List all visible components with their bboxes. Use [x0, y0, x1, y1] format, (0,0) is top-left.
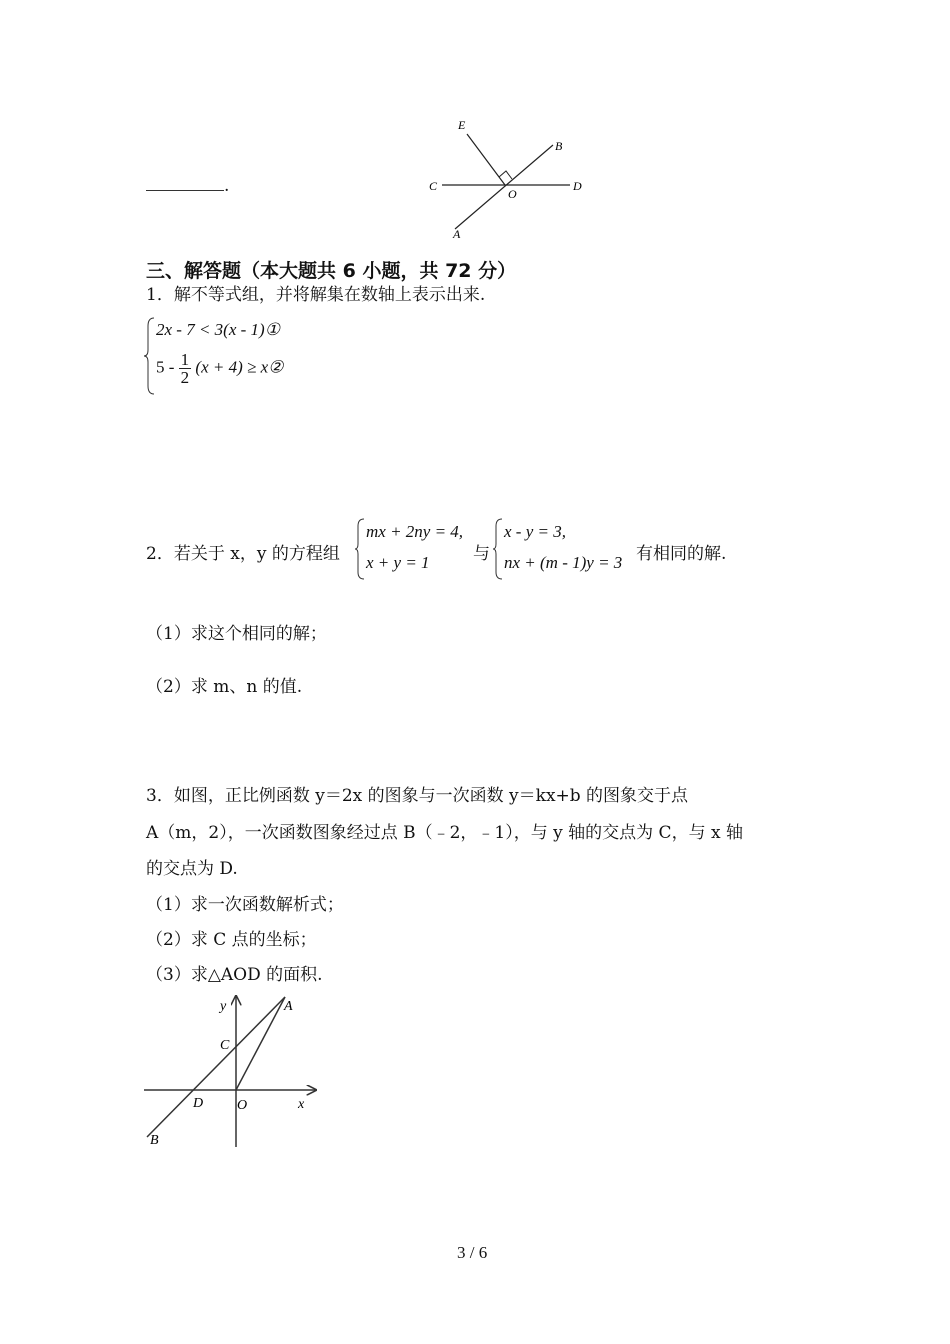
label-e: E	[458, 118, 466, 132]
label-point-c: C	[220, 1038, 230, 1053]
function-graph	[140, 992, 330, 1152]
q3-sub-1: （1）求一次函数解析式；	[146, 895, 344, 915]
q2-system1-line2: x + y = 1	[366, 553, 430, 572]
label-origin: O	[237, 1098, 248, 1113]
line-eo	[467, 134, 505, 185]
label-point-d: D	[193, 1096, 204, 1111]
q2-system1-line1: mx + 2ny = 4,	[366, 522, 464, 541]
q3-sub-3: （3）求△AOD 的面积.	[146, 965, 323, 985]
label-point-a: A	[284, 999, 293, 1014]
q3-line-1: 3．如图，正比例函数 y＝2x 的图象与一次函数 y＝kx+b 的图象交于点	[146, 786, 689, 806]
q3-line-2: A（m，2），一次函数图象经过点 B（﹣2，﹣1），与 y 轴的交点为 C，与 x 轴	[146, 823, 743, 843]
q3-sub-2: （2）求 C 点的坐标；	[146, 930, 317, 950]
q1-brace	[144, 316, 156, 396]
q2-stem-before: 2．若关于 x，y 的方程组	[146, 544, 340, 564]
q1-inequality-2: 5 - $\frac{1}{2}$ (x + 4) ≥ x②	[156, 350, 284, 387]
right-angle-mark	[499, 171, 512, 179]
label-b: B	[555, 139, 563, 153]
q3-line-3: 的交点为 D.	[146, 859, 238, 879]
q2-system2-line1: x - y = 3,	[504, 522, 566, 541]
label-y-axis: y	[220, 999, 227, 1014]
line-ab-graph	[147, 997, 285, 1137]
q1-stem: 1．解不等式组，并将解集在数轴上表示出来.	[146, 285, 486, 305]
label-d: D	[573, 179, 582, 193]
q2-brace-2	[493, 518, 503, 580]
page-number: 3 / 6	[457, 1243, 488, 1262]
line-ab	[455, 145, 553, 229]
q2-sub-1: （1）求这个相同的解；	[146, 624, 327, 644]
q2-sub-2: （2）求 m、n 的值.	[146, 677, 303, 697]
line-oa-graph	[236, 997, 285, 1090]
label-point-b: B	[150, 1133, 159, 1148]
label-c: C	[429, 179, 438, 193]
q2-system2-line2: nx + (m - 1)y = 3	[504, 553, 623, 572]
q1-inequality-1: 2x - 7 < 3(x - 1)①	[156, 320, 280, 339]
q2-brace-1	[355, 518, 365, 580]
label-a: A	[453, 227, 461, 241]
section-title: 三、解答题（本大题共 6 小题，共 72 分）	[146, 260, 517, 282]
q2-stem-after: 有相同的解.	[636, 544, 727, 564]
label-o: O	[508, 187, 517, 201]
q2-stem-mid: 与	[473, 544, 490, 564]
fraction-one-half: $\frac{1}{2}$	[180, 350, 190, 387]
angle-figure	[420, 112, 600, 242]
answer-blank-line: .	[146, 176, 229, 196]
label-x-axis: x	[298, 1097, 305, 1112]
answer-blank	[146, 176, 224, 191]
